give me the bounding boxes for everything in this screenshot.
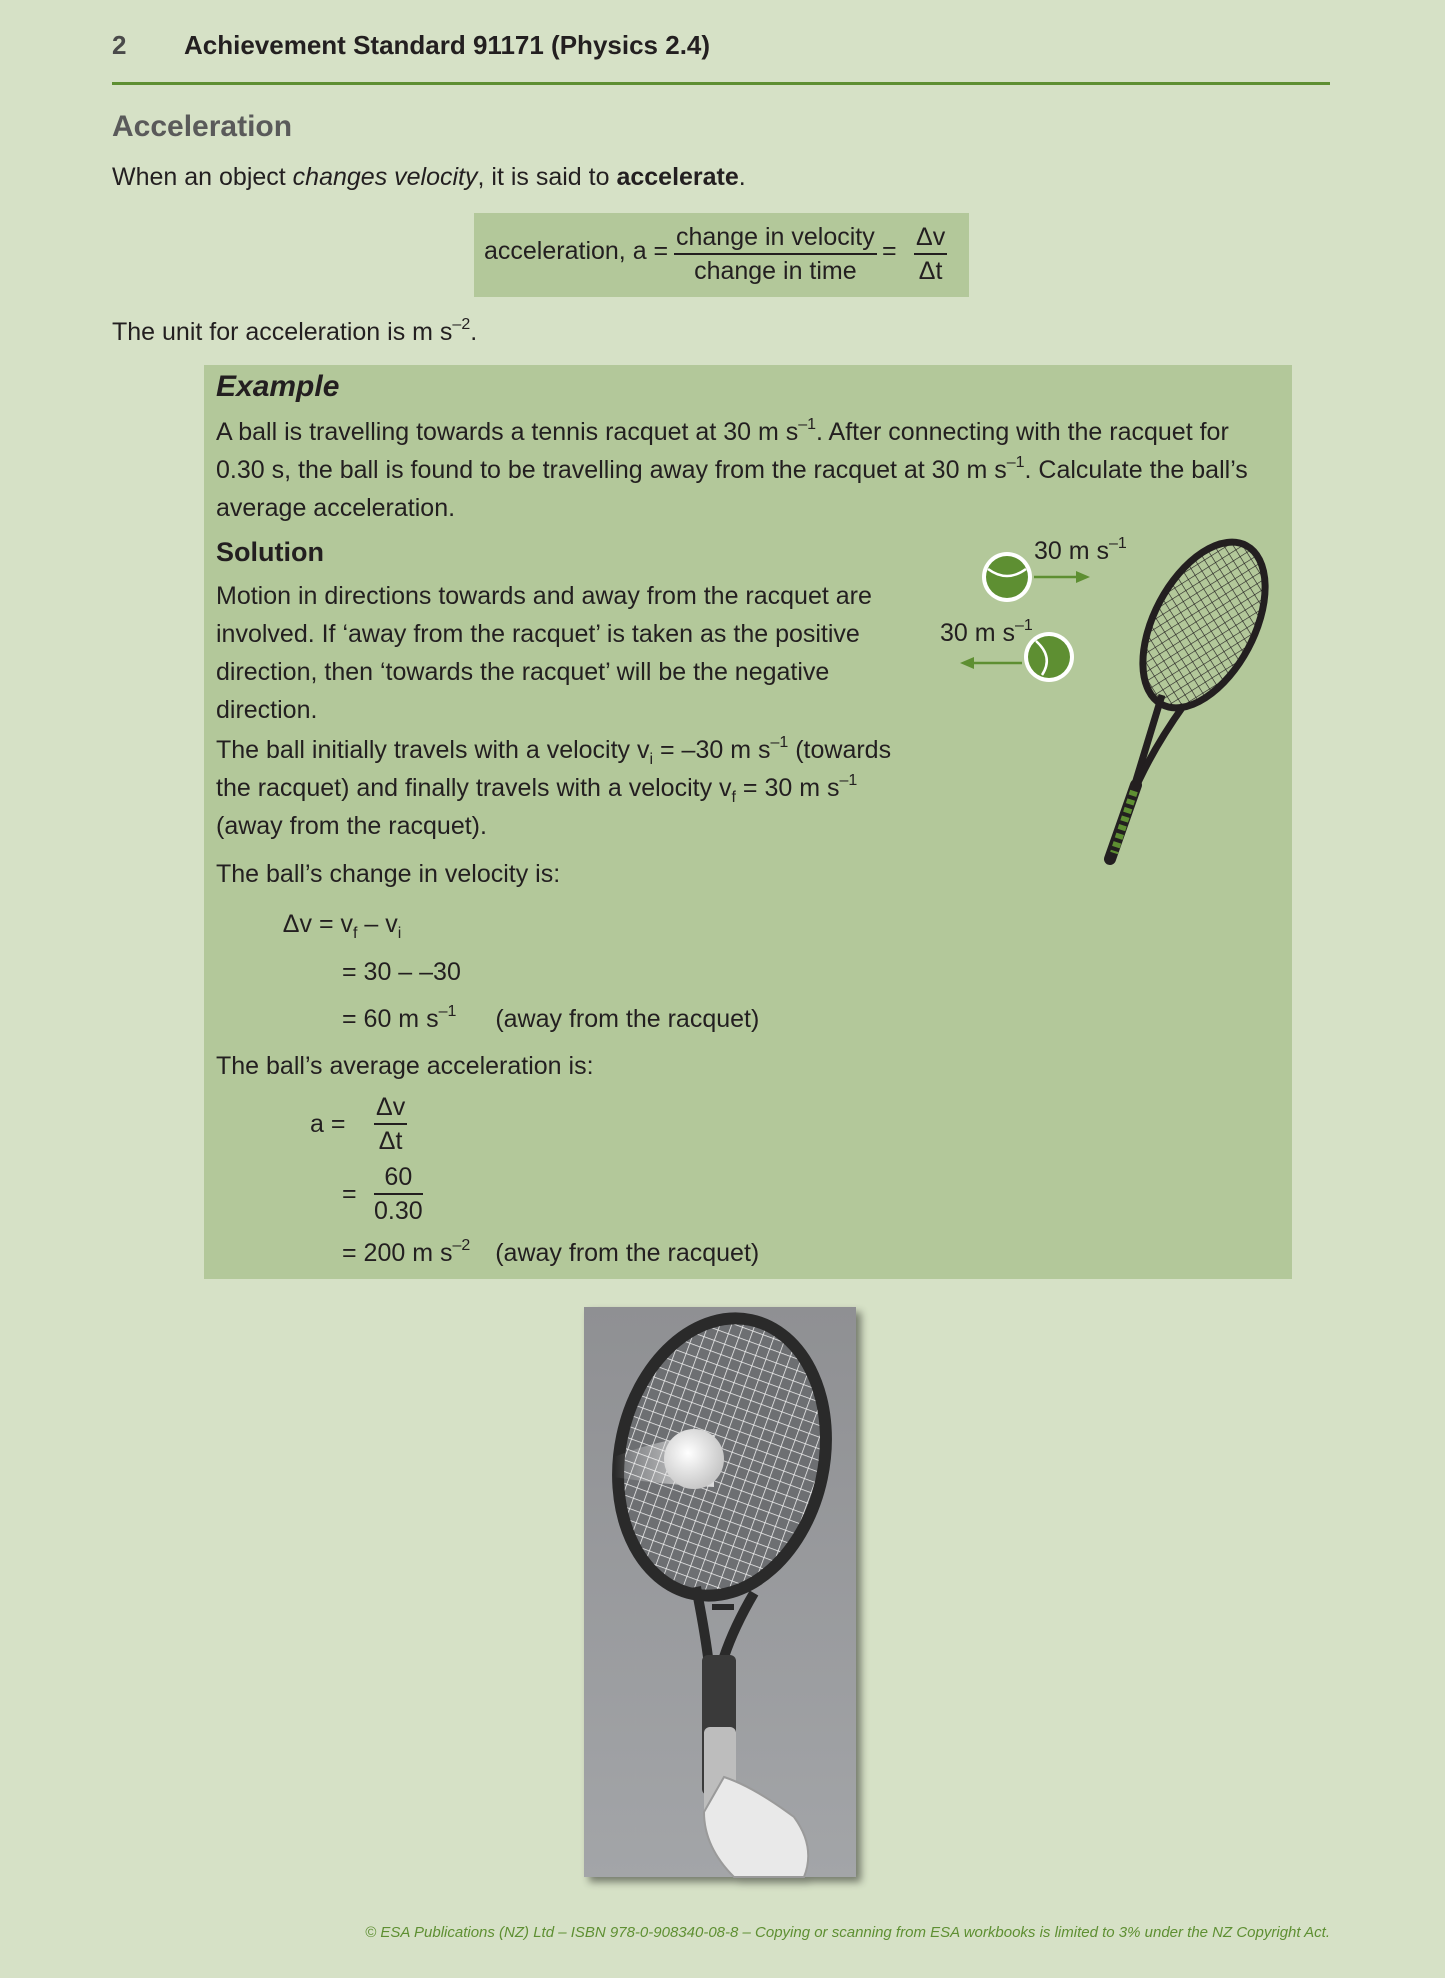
- fraction-1-denominator: Δt: [378, 1127, 403, 1155]
- formula-denominator: change in time: [694, 257, 857, 285]
- label-away-velocity: 30 m $s^{-1}$: [1034, 534, 1127, 565]
- equation-substitution: = 30 – –30: [342, 958, 461, 986]
- equation-delta-v-result: = 60 m $s^{-1}$ (away from the racquet): [342, 1002, 760, 1033]
- fraction-1-numerator: Δv: [374, 1091, 407, 1125]
- acceleration-formula-box: [474, 213, 969, 297]
- solution-heading: Solution: [216, 537, 324, 567]
- header-rule: [112, 82, 1330, 85]
- formula-numerator: change in velocity: [674, 221, 877, 255]
- racquet-photo: [584, 1307, 864, 1883]
- formula-equals: =: [882, 237, 897, 265]
- formula-fraction-words: [674, 221, 877, 287]
- intro-paragraph: When an object changes velocity, it is said to accelerate.: [112, 163, 746, 191]
- unit-statement: The unit for acceleration is m $s^{-2}$.: [112, 315, 478, 346]
- change-velocity-intro: The ball’s change in velocity is:: [216, 860, 561, 888]
- formula-delta-t: Δt: [918, 257, 943, 285]
- fraction-2-numerator: 60: [374, 1161, 423, 1195]
- acceleration-intro: The ball’s average acceleration is:: [216, 1052, 594, 1080]
- tennis-ball-icon: [982, 552, 1032, 602]
- ball-racquet-illustration: [914, 534, 1284, 877]
- tennis-ball-icon: [1024, 632, 1074, 682]
- racquet-photo-image: [584, 1307, 864, 1883]
- tennis-racquet-icon: [1110, 537, 1284, 859]
- example-heading: Example: [216, 370, 340, 403]
- page-header-title: Achievement Standard 91171 (Physics 2.4): [184, 30, 711, 60]
- formula-fraction-delta: [914, 221, 947, 287]
- section-title: Acceleration: [112, 110, 293, 143]
- fraction-60-over-030: [374, 1161, 423, 1227]
- formula-lhs: acceleration, a =: [484, 237, 669, 265]
- example-question: A ball is travelling towards a tennis racquet at 30 m $s^{-1}$. After connecting with the racquet for 0.30 s, the ball is found to be travelling away from the racquet at 30 m $s^{-1}$. Calculate the ball’s average acceleration.: [216, 415, 1248, 522]
- illustration-graphics: [914, 534, 1284, 877]
- formula-delta-v: Δv: [914, 221, 947, 255]
- label-toward-velocity: 30 m $s^{-1}$: [940, 616, 1033, 647]
- solution-paragraph-2: The ball initially travels with a velocity $v_i = -30$ m $s^{-1}$ (towards the racquet) and finally travels with a velocity $v_f = 30$ m $s^{-1}$ (away from the racquet).: [216, 733, 892, 840]
- fraction-delta-v-over-delta-t: [374, 1091, 407, 1157]
- fraction-2-denominator: 0.30: [374, 1197, 423, 1225]
- solution-paragraph-1: Motion in directions towards and away from the racquet are involved. If ‘away from the racquet’ is taken as the positive direction, then ‘towards the racquet’ will be the negative direction.: [216, 582, 872, 724]
- equation-a-lhs: a =: [310, 1110, 346, 1138]
- page-number: 2: [112, 30, 127, 60]
- arrow-right-icon: [1034, 571, 1090, 583]
- example-box: [204, 365, 1292, 1279]
- equation-acceleration-result: = 200 m $s^{-2}$ (away from the racquet): [342, 1236, 760, 1267]
- equation-delta-v: $\Delta v = v_f - v_i$: [282, 910, 402, 942]
- arrow-left-icon: [960, 657, 1022, 669]
- equation-equals-2: =: [342, 1180, 357, 1208]
- footer-copyright: © ESA Publications (NZ) Ltd – ISBN 978-0-908340-08-8 – Copying or scanning from ESA workbooks is limited to 3% under the NZ Copyright Act.: [365, 1924, 1330, 1941]
